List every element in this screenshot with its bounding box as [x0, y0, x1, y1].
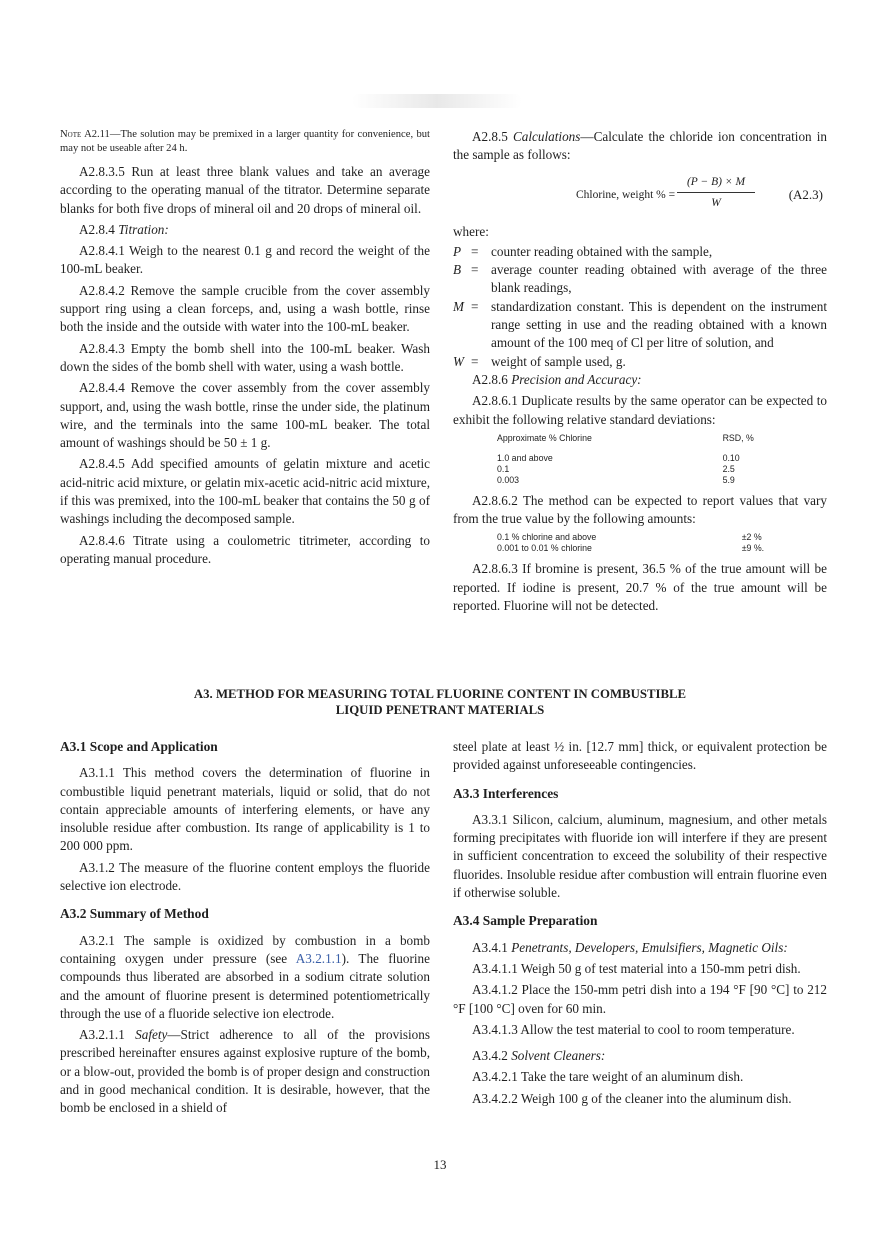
accuracy-table	[497, 532, 797, 554]
table-row: 0.1 % chlorine and above ±2 %	[497, 532, 762, 543]
para-a2-8-4-6: A2.8.4.6 Titrate using a coulometric titrimeter, according to operating manual procedure.	[60, 532, 430, 566]
equation-numerator: (P − B) × M	[677, 173, 755, 193]
para-a2-8-6-1: A2.8.6.1 Duplicate results by the same operator can be expected to exhibit the following relative standard deviations:	[453, 393, 827, 427]
definition-item: W = weight of sample used, g.	[453, 353, 626, 369]
table-header-row	[497, 433, 797, 453]
para-a3-2-1-1: A3.2.1.1 Safety—Strict adherence to all of the provisions prescribed hereinafter ensures against explosive rupture of the bomb, or a blow-out, provided the bomb is of proper design and construction and in good mechanical condition. It is desirable, however, that the bomb be enclosed in a shield of	[60, 1027, 430, 1116]
where-label: where:	[453, 223, 489, 239]
heading-a3-4-2: A3.4.2 Solvent Cleaners:	[472, 1048, 606, 1064]
para-a2-8-6-3: A2.8.6.3 If bromine is present, 36.5 % of the true amount will be reported. If iodine is present, 20.7 % of the true amount will be reported. Fluorine will not be detected.	[453, 561, 827, 614]
right-column-bottom	[453, 738, 827, 1111]
para-a2-8-3-5: A2.8.3.5 Run at least three blank values and take an average according to the operating manual of the titrator. Determine separate blanks for both five drops of mineral oil and 20 drops of mineral oil.	[60, 164, 430, 216]
definition-item: P = counter reading obtained with the sample,	[453, 243, 713, 259]
heading-a3-2: A3.2 Summary of Method	[60, 906, 209, 922]
heading-a3-3: A3.3 Interferences	[453, 785, 559, 801]
heading-a3-4: A3.4 Sample Preparation	[453, 913, 598, 929]
section-a3-title: A3. METHOD FOR MEASURING TOTAL FLUORINE CONTENT IN COMBUSTIBLE LIQUID PENETRANT MATERIALS	[193, 687, 687, 717]
para-a3-4-1-1: A3.4.1.1 Weigh 50 g of test material into a 150-mm petri dish.	[472, 960, 801, 976]
definition-list	[453, 243, 827, 371]
heading-a3-1: A3.1 Scope and Application	[60, 739, 218, 754]
left-column-top	[60, 128, 430, 571]
para-a2-8-6-2: A2.8.6.2 The method can be expected to report values that vary from the true value by the following amounts:	[453, 492, 827, 527]
heading-a2-8-6: A2.8.6 Precision and Accuracy:	[472, 371, 642, 387]
table-row: 0.003 5.9	[497, 474, 735, 485]
para-a2-8-4-3: A2.8.4.3 Empty the bomb shell into the 100-mL beaker. Wash down the sides of the bomb shell with water, using a wash bottle.	[60, 340, 430, 374]
equation-tag: (A2.3)	[788, 186, 823, 202]
para-a3-1-2: A3.1.2 The measure of the fluorine content employs the fluoride selective ion electrode.	[60, 859, 430, 894]
table-header: RSD, %	[722, 432, 754, 443]
right-column-top	[453, 128, 827, 618]
para-a3-4-1-3: A3.4.1.3 Allow the test material to cool to room temperature.	[472, 1021, 795, 1037]
table-row: 0.001 to 0.01 % chlorine ±9 %.	[497, 543, 765, 554]
rsd-table	[497, 433, 797, 486]
page-number: 13	[433, 1157, 447, 1172]
scan-smudge	[352, 94, 522, 108]
definition-item: M = standardization constant. This is dependent on the instrument range setting in use and the reading obtained with a known amount of the 100 meq of Cl per litre of solution, and	[453, 298, 827, 351]
para-a3-2-1: A3.2.1 The sample is oxidized by combustion in a bomb containing oxygen under pressure (see A3.2.1.1). The fluorine compounds thus liberated are absorbed in a sodium citrate solution and the amount of fluorine present is determined potentiometrically through the use of a fluoride selective ion electrode.	[60, 932, 430, 1021]
table-header: Approximate % Chlorine	[497, 432, 592, 443]
para-continued: steel plate at least ½ in. [12.7 mm] thick, or equivalent protection be provided against unforeseeable contingencies.	[453, 739, 827, 773]
equation-a2-3	[453, 171, 827, 217]
heading-a2-8-4: A2.8.4 Titration:	[79, 221, 169, 237]
equation-fraction	[677, 173, 755, 213]
table-row: 0.1 2.5	[497, 463, 735, 474]
table-row: 1.0 and above 0.10	[497, 452, 740, 463]
para-a2-8-4-2: A2.8.4.2 Remove the sample crucible from the cover assembly support ring using a clean forceps, and, using a wash bottle, rinse both the inside and the outside with water into the 100-mL beaker.	[60, 282, 430, 335]
para-a2-8-4-4: A2.8.4.4 Remove the cover assembly from the cover assembly support, and, using the wash bottle, rinse the under side, the platinum wire, and the terminals into the same 100-mL beaker. The total amount of washings should be 50 ± 1 g.	[60, 380, 430, 451]
para-a3-4-2-1: A3.4.2.1 Take the tare weight of an aluminum dish.	[472, 1069, 744, 1085]
heading-a3-4-1: A3.4.1 Penetrants, Developers, Emulsifiers, Magnetic Oils:	[472, 939, 788, 955]
para-a3-4-2-2: A3.4.2.2 Weigh 100 g of the cleaner into the aluminum dish.	[472, 1090, 792, 1106]
para-a2-8-4-1: A2.8.4.1 Weigh to the nearest 0.1 g and record the weight of the 100-mL beaker.	[60, 243, 430, 277]
para-a3-3-1: A3.3.1 Silicon, calcium, aluminum, magnesium, and other metals forming precipitates with fluoride ion will interfere if they are present in sufficient concentration to exceed the solubility of their respective fluorides. Insoluble residue after combustion will entrain fluorine even if otherwise soluble.	[453, 811, 827, 901]
equation-denominator: W	[711, 196, 721, 209]
para-a3-4-1-2: A3.4.1.2 Place the 150-mm petri dish into a 194 °F [90 °C] to 212 °F [100 °C] oven for 60 min.	[453, 982, 827, 1016]
para-a2-8-4-5: A2.8.4.5 Add specified amounts of gelatin mixture and acetic acid-nitric acid mixture, or gelatin mix-acetic acid-nitric acid mixture, if this was premixed, into the 100-mL beaker that contains the 50 g of washings including the decomposed sample.	[60, 456, 430, 527]
heading-a2-8-5: A2.8.5 Calculations—Calculate the chloride ion concentration in the sample as follows:	[453, 129, 827, 163]
left-column-bottom	[60, 738, 430, 1121]
note-a2-11: Note A2.11—The solution may be premixed in a larger quantity for convenience, but may not be useable after 24 h.	[60, 129, 430, 154]
equation-lhs: Chlorine, weight % =	[576, 188, 676, 201]
para-a3-1-1: A3.1.1 This method covers the determination of fluorine in combustible liquid penetrant materials, liquid or solid, that do not contain appreciable amounts of interfering elements, or have any insoluble residue after combustion. Its range of applicability is 1 to 200 000 ppm.	[60, 765, 430, 854]
definition-item: B = average counter reading obtained with average of the three blank readings,	[453, 262, 827, 296]
ref-link-a3-2-1-1[interactable]: A3.2.1.1	[295, 950, 342, 966]
